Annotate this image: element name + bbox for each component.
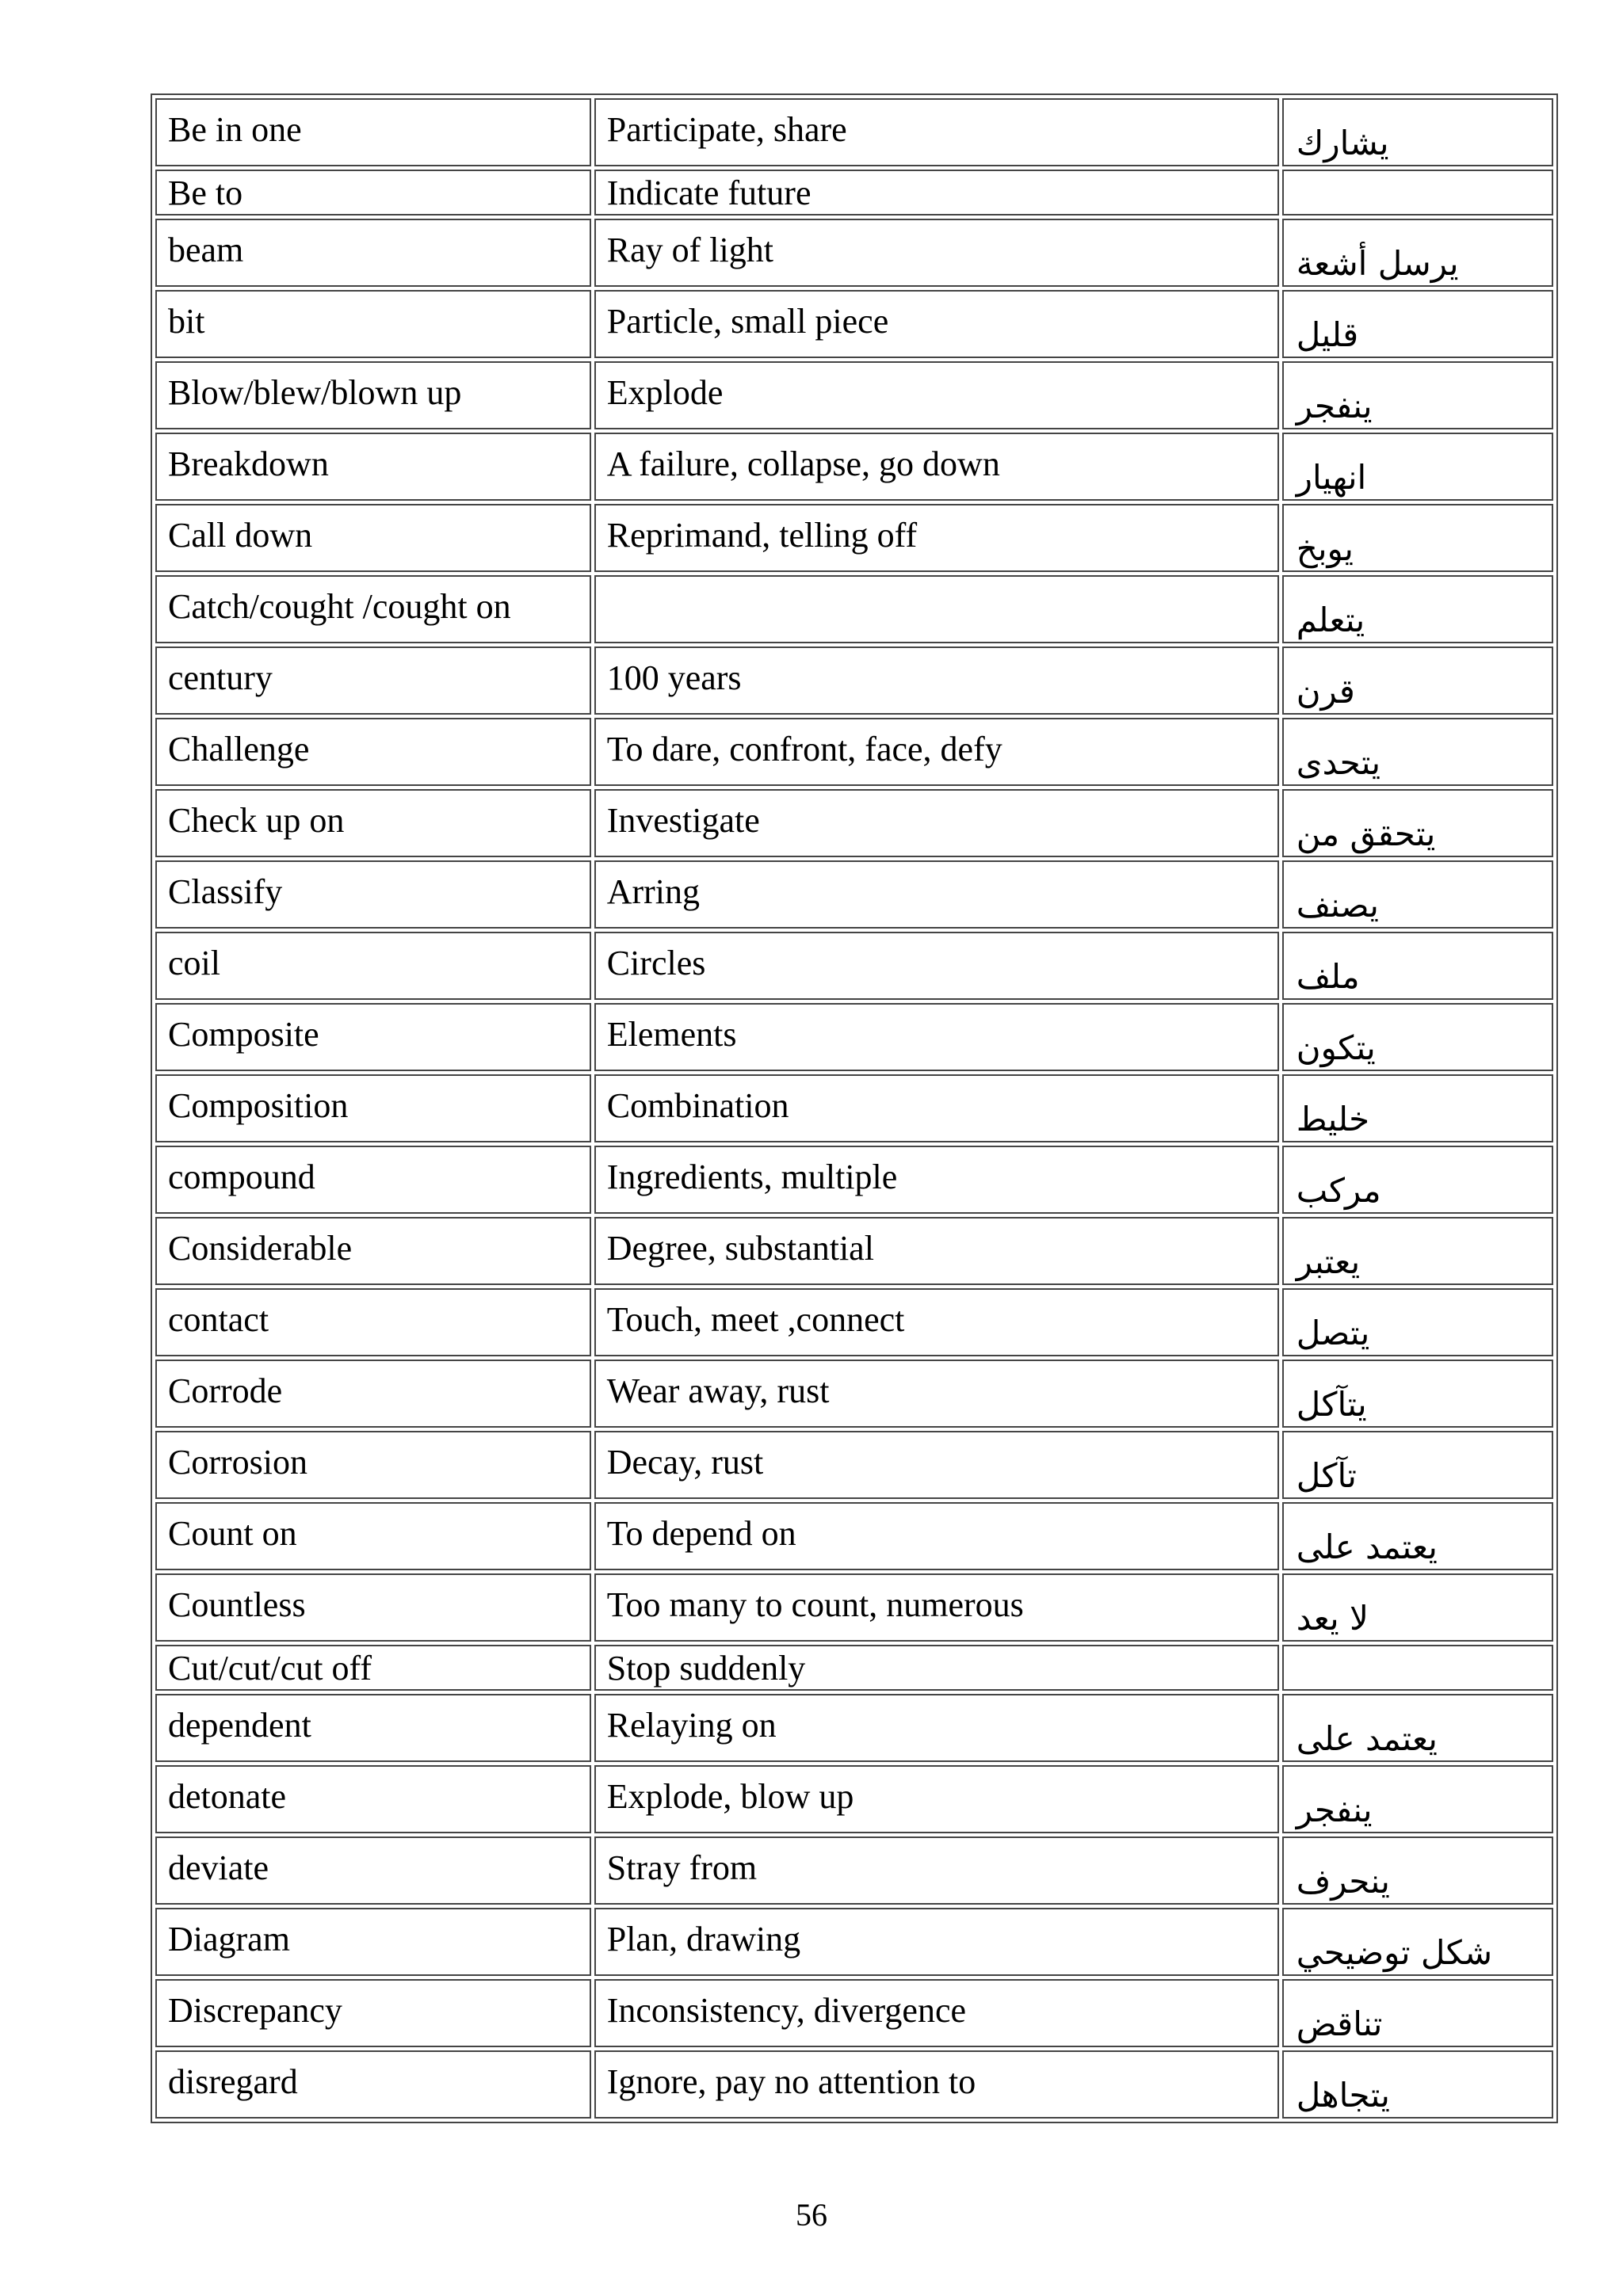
arabic-translation-cell: يعتمد على [1282, 1502, 1553, 1570]
table-row [155, 504, 1553, 572]
arabic-translation-cell: يصنف [1282, 860, 1553, 929]
table-row [155, 1074, 1553, 1142]
arabic-translation-cell: يشارك [1282, 98, 1553, 166]
term-cell: Catch/cought /cought on [155, 575, 591, 643]
term-cell: century [155, 646, 591, 715]
term-cell: Count on [155, 1502, 591, 1570]
term-cell: Be to [155, 170, 591, 215]
table-row [155, 646, 1553, 715]
definition-cell: Indicate future [594, 170, 1279, 215]
definition-cell: To dare, confront, face, defy [594, 718, 1279, 786]
definition-cell: Relaying on [594, 1694, 1279, 1762]
arabic-translation-cell: تآكل [1282, 1431, 1553, 1499]
term-cell: deviate [155, 1836, 591, 1905]
definition-cell: Elements [594, 1003, 1279, 1071]
arabic-translation-cell: خليط [1282, 1074, 1553, 1142]
definition-cell: Degree, substantial [594, 1217, 1279, 1285]
term-cell: Be in one [155, 98, 591, 166]
term-cell: contact [155, 1288, 591, 1356]
table-row [155, 789, 1553, 857]
definition-cell: Particle, small piece [594, 290, 1279, 358]
definition-cell: Participate, share [594, 98, 1279, 166]
arabic-translation-cell: تناقض [1282, 1979, 1553, 2047]
definition-cell [594, 575, 1279, 643]
definition-cell: Ingredients, multiple [594, 1146, 1279, 1214]
arabic-translation-cell: يتعلم [1282, 575, 1553, 643]
term-cell: coil [155, 932, 591, 1000]
table-row [155, 1288, 1553, 1356]
term-cell: compound [155, 1146, 591, 1214]
arabic-translation-cell: يتجاهل [1282, 2050, 1553, 2119]
table-row [155, 1573, 1553, 1642]
arabic-translation-cell: يتحدى [1282, 718, 1553, 786]
table-row [155, 1360, 1553, 1428]
definition-cell: Plan, drawing [594, 1908, 1279, 1976]
definition-cell: To depend on [594, 1502, 1279, 1570]
table-row [155, 718, 1553, 786]
table-row [155, 932, 1553, 1000]
arabic-translation-cell [1282, 170, 1553, 215]
definition-cell: Stray from [594, 1836, 1279, 1905]
term-cell: Considerable [155, 1217, 591, 1285]
arabic-translation-cell: ينفجر [1282, 361, 1553, 429]
table-row [155, 575, 1553, 643]
table-row [155, 1765, 1553, 1833]
definition-cell: Decay, rust [594, 1431, 1279, 1499]
arabic-translation-cell: يتحقق من [1282, 789, 1553, 857]
arabic-translation-cell: ملف [1282, 932, 1553, 1000]
definition-cell: Wear away, rust [594, 1360, 1279, 1428]
term-cell: Classify [155, 860, 591, 929]
arabic-translation-cell: انهيار [1282, 433, 1553, 501]
term-cell: Countless [155, 1573, 591, 1642]
term-cell: Corrosion [155, 1431, 591, 1499]
definition-cell: Combination [594, 1074, 1279, 1142]
table-row [155, 1836, 1553, 1905]
term-cell: detonate [155, 1765, 591, 1833]
arabic-translation-cell: يعتبر [1282, 1217, 1553, 1285]
table-row [155, 1431, 1553, 1499]
arabic-translation-cell: يوبخ [1282, 504, 1553, 572]
definition-cell: Arring [594, 860, 1279, 929]
definition-cell: Investigate [594, 789, 1279, 857]
term-cell: Blow/blew/blown up [155, 361, 591, 429]
vocabulary-table [151, 93, 1558, 2123]
definition-cell: Stop suddenly [594, 1645, 1279, 1691]
definition-cell: A failure, collapse, go down [594, 433, 1279, 501]
definition-cell: Circles [594, 932, 1279, 1000]
table-row [155, 1217, 1553, 1285]
table-row [155, 1645, 1553, 1691]
arabic-translation-cell [1282, 1645, 1553, 1691]
definition-cell: Touch, meet ,connect [594, 1288, 1279, 1356]
definition-cell: Ray of light [594, 219, 1279, 287]
table-row [155, 1146, 1553, 1214]
arabic-translation-cell: ينفجر [1282, 1765, 1553, 1833]
arabic-translation-cell: مركب [1282, 1146, 1553, 1214]
term-cell: disregard [155, 2050, 591, 2119]
page-number: 56 [796, 2197, 827, 2233]
table-row [155, 98, 1553, 166]
definition-cell: Explode, blow up [594, 1765, 1279, 1833]
term-cell: Check up on [155, 789, 591, 857]
table-row [155, 1502, 1553, 1570]
vocabulary-table-body [155, 98, 1553, 2119]
arabic-translation-cell: قرن [1282, 646, 1553, 715]
table-row [155, 433, 1553, 501]
arabic-translation-cell: لا يعد [1282, 1573, 1553, 1642]
term-cell: Discrepancy [155, 1979, 591, 2047]
term-cell: Challenge [155, 718, 591, 786]
term-cell: Diagram [155, 1908, 591, 1976]
table-row [155, 170, 1553, 215]
arabic-translation-cell: قليل [1282, 290, 1553, 358]
term-cell: beam [155, 219, 591, 287]
definition-cell: Explode [594, 361, 1279, 429]
term-cell: Corrode [155, 1360, 591, 1428]
term-cell: Breakdown [155, 433, 591, 501]
table-row [155, 1979, 1553, 2047]
table-row [155, 1694, 1553, 1762]
table-row [155, 860, 1553, 929]
definition-cell: Reprimand, telling off [594, 504, 1279, 572]
term-cell: Composite [155, 1003, 591, 1071]
arabic-translation-cell: ينحرف [1282, 1836, 1553, 1905]
arabic-translation-cell: يتكون [1282, 1003, 1553, 1071]
arabic-translation-cell: شكل توضيحي [1282, 1908, 1553, 1976]
definition-cell: Inconsistency, divergence [594, 1979, 1279, 2047]
table-row [155, 1908, 1553, 1976]
arabic-translation-cell: يتآكل [1282, 1360, 1553, 1428]
table-row [155, 219, 1553, 287]
table-row [155, 1003, 1553, 1071]
term-cell: Cut/cut/cut off [155, 1645, 591, 1691]
definition-cell: Too many to count, numerous [594, 1573, 1279, 1642]
term-cell: bit [155, 290, 591, 358]
definition-cell: Ignore, pay no attention to [594, 2050, 1279, 2119]
definition-cell: 100 years [594, 646, 1279, 715]
arabic-translation-cell: يرسل أشعة [1282, 219, 1553, 287]
term-cell: Call down [155, 504, 591, 572]
term-cell: Composition [155, 1074, 591, 1142]
arabic-translation-cell: يتصل [1282, 1288, 1553, 1356]
table-row [155, 2050, 1553, 2119]
table-row [155, 290, 1553, 358]
term-cell: dependent [155, 1694, 591, 1762]
arabic-translation-cell: يعتمد على [1282, 1694, 1553, 1762]
table-row [155, 361, 1553, 429]
